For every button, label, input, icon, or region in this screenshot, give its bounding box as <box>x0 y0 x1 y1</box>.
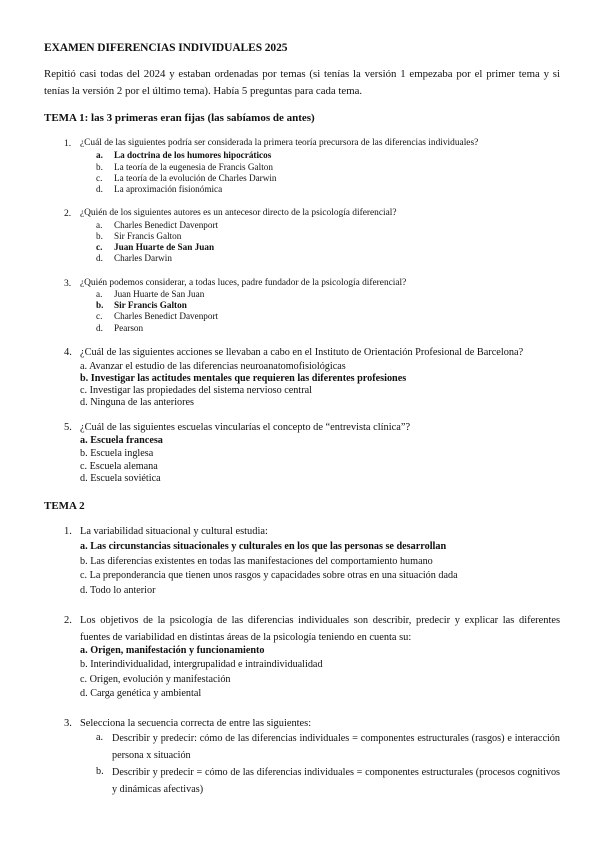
option: Describir y predecir = cómo de las diferencias individuales = componentes estructurales (procesos cognitivos y dinámicas afectivas) <box>112 767 560 795</box>
question-number: 3. <box>64 278 72 289</box>
question-number: 4. <box>64 347 72 358</box>
option: a. Avanzar el estudio de las diferencias neuroanatomofisiológicas <box>80 361 346 372</box>
option: d. Ninguna de las anteriores <box>80 397 195 408</box>
question-text: ¿Cuál de las siguientes acciones se llevaban a cabo en el Instituto de Orientación Profesional de Barcelona? <box>80 347 524 358</box>
question-number: 2. <box>64 208 72 219</box>
document-page: EXAMEN DIFERENCIAS INDIVIDUALES 2025 Repitió casi todas del 2024 y estaban ordenadas por temas (si tenías la versión 1 empezaba por el primer tema y si tenías la versión 2 por el último tema). Había 5 preguntas para cada tema. TEMA 1: las 3 primeras eran fijas (las sabíamos de antes) 1. ¿Cuál de las siguientes podría ser considerada la primera teoría precursora de las diferencias individuales? a. La doctrina de los humores hipocráticos b. La teoría de la eugenesia de Francis Galton c. La teoría de la evolución de Charles Darwin d. La aproximación fisionómica 2. ¿Quién de los siguientes autores es un antecesor directo de la psicología diferencial? a. Charles Benedict Davenport b. Sir Francis Galton c. Juan Huarte de San Juan d. Charles Darwin 3. ¿Quién podemos considerar, a todas luces, padre fundador de la psicología diferencial? a. Juan Huarte de San Juan b. Sir Francis Galton c. Charles Benedict Davenport d. Pearson 4. ¿Cuál de las siguientes acciones se llevaban a cabo en el Instituto de Orientación Profesional de Barcelona? a. Avanzar el estudio de las diferencias neuroanatomofisiológicas b. Investigar las actitudes mentales que requieren las diferentes profesiones c. Investigar las propiedades del sistema nervioso central d. Ninguna de las anteriores 5. ¿Cuál de las siguientes escuelas vincularías el concepto de “entrevista clínica”? a. Escuela francesa b. Escuela inglesa c. Escuela alemana d. Escuela soviética TEMA 2 1. La variabilidad situacional y cultural estudia: a. Las circunstancias situacionales y culturales en los que las personas se desarrollan b. Las diferencias existentes en todas las manifestaciones del comportamiento humano c. La preponderancia que tienen unos rasgos y capacidades sobre otras en una situación dada d. Todo lo anterior 2. Los objetivos de la psicología de las diferencias individuales son describir, predecir y explicar las diferentes fuentes de variabilidad en distintas áreas de la psicología teniendo en cuenta su: a. Origen, manifestación y funcionamiento b. Interindividualidad, intergrupalidad e intraindividualidad c. Origen, evolución y manifestación d. Carga genética y ambiental 3. Selecciona la secuencia correcta de entre las siguientes: a. Describir y predecir: cómo de las diferencias individuales = componentes estructurales (rasgos) e interacción persona x situación b. Describir y predecir = cómo de las diferencias individuales = componentes estructurales (procesos cognitivos y dinámicas afectivas) <box>0 0 600 848</box>
option: c. Origen, evolución y manifestación <box>80 674 231 685</box>
option: Describir y predecir: cómo de las diferencias individuales = componentes estructurales (rasgos) e interacción persona x situación <box>112 733 560 761</box>
option-letter: b. <box>96 766 104 777</box>
question-text: ¿Quién de los siguientes autores es un antecesor directo de la psicología diferencial? <box>80 208 397 218</box>
option: c. Escuela alemana <box>80 461 158 472</box>
tema1-heading: TEMA 1: las 3 primeras eran fijas (las sabíamos de antes) <box>44 112 315 124</box>
question-number: 1. <box>64 138 72 149</box>
option-letter: a. <box>96 732 104 743</box>
question-text: La variabilidad situacional y cultural estudia: <box>80 526 268 537</box>
option: b. Las diferencias existentes en todas las manifestaciones del comportamiento humano <box>80 556 433 567</box>
option: d. Carga genética y ambiental <box>80 688 202 699</box>
option: b. Interindividualidad, intergrupalidad e intraindividualidad <box>80 659 323 670</box>
document-title: EXAMEN DIFERENCIAS INDIVIDUALES 2025 <box>44 42 288 54</box>
question-text: Selecciona la secuencia correcta de entre las siguientes: <box>80 718 312 729</box>
option-correct: a. Las circunstancias situacionales y culturales en los que las personas se desarrollan <box>80 541 447 552</box>
option-correct: a. Origen, manifestación y funcionamiento <box>80 645 265 656</box>
option: d. Escuela soviética <box>80 473 161 484</box>
question-number: 3. <box>64 718 72 729</box>
option: c. Investigar las propiedades del sistema nervioso central <box>80 385 312 396</box>
question-text: Los objetivos de la psicología de las diferencias individuales son describir, predecir y explicar las diferentes fuentes de variabilidad en distintas áreas de la psicología teniendo en cuenta su: <box>80 615 560 643</box>
question-number: 1. <box>64 526 72 537</box>
intro-paragraph: Repitió casi todas del 2024 y estaban ordenadas por temas (si tenías la versión 1 empezaba por el primer tema y si tenías la versión 2 por el último tema). Había 5 preguntas para cada tema. <box>44 68 560 97</box>
option-correct: a. Escuela francesa <box>80 435 163 446</box>
question-text: ¿Cuál de las siguientes escuelas vincularías el concepto de “entrevista clínica”? <box>80 422 411 433</box>
question-text: ¿Cuál de las siguientes podría ser considerada la primera teoría precursora de las diferencias individuales? <box>80 138 479 148</box>
question-number: 5. <box>64 422 72 433</box>
option: d. Todo lo anterior <box>80 585 156 596</box>
question-number: 2. <box>64 615 72 626</box>
option: b. Escuela inglesa <box>80 448 154 459</box>
option-correct: b. Investigar las actitudes mentales que requieren las diferentes profesiones <box>80 373 407 384</box>
tema2-heading: TEMA 2 <box>44 500 85 512</box>
option: c. La preponderancia que tienen unos rasgos y capacidades sobre otras en una situación dada <box>80 570 458 581</box>
question-text: ¿Quién podemos considerar, a todas luces, padre fundador de la psicología diferencial? <box>80 278 407 288</box>
